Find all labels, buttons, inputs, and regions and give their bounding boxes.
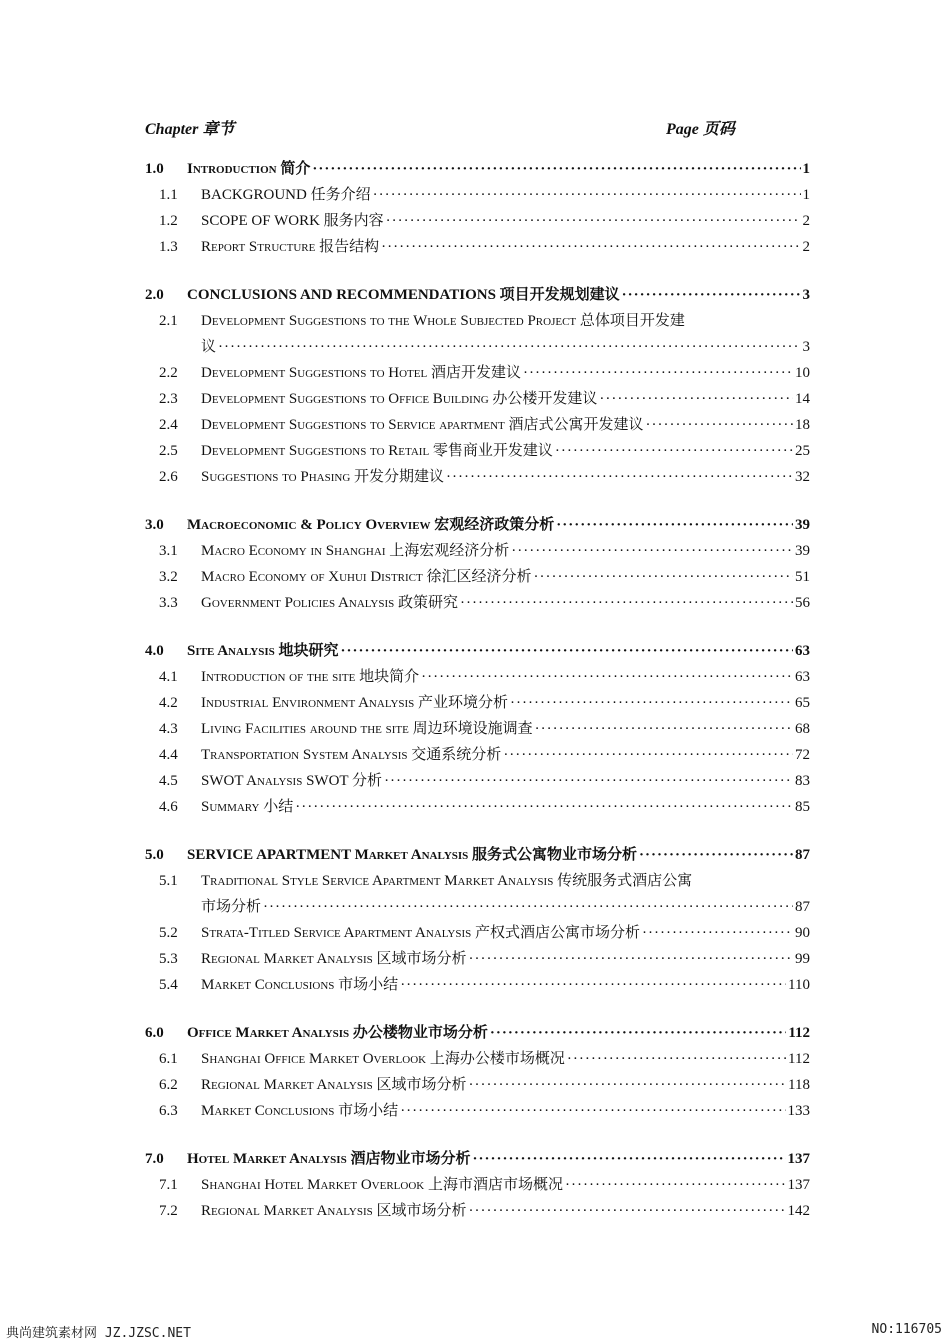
toc-section bbox=[145, 1020, 810, 1124]
toc-subsection-entry[interactable] bbox=[145, 438, 810, 464]
section-number: 1.1 bbox=[159, 187, 178, 203]
toc-chapter-entry[interactable] bbox=[145, 1020, 810, 1046]
section-title: Macro Economy in Shanghai 上海宏观经济分析 bbox=[201, 543, 510, 559]
section-number: 4.1 bbox=[159, 669, 178, 685]
section-page-number: 51 bbox=[795, 569, 810, 585]
dot-leader bbox=[400, 1098, 785, 1124]
section-page-number: 63 bbox=[795, 669, 810, 685]
toc-subsection-entry[interactable] bbox=[145, 868, 810, 894]
section-number: 2.4 bbox=[159, 417, 178, 433]
toc-subsection-entry[interactable] bbox=[145, 464, 810, 490]
dot-leader bbox=[384, 768, 793, 794]
section-page-number: 142 bbox=[787, 1203, 810, 1219]
section-title: SCOPE OF WORK 服务内容 bbox=[201, 213, 384, 229]
section-title: Regional Market Analysis 区域市场分析 bbox=[201, 951, 467, 967]
chapter-number: 2.0 bbox=[145, 287, 164, 303]
section-number: 2.2 bbox=[159, 365, 178, 381]
dot-leader bbox=[421, 664, 793, 690]
section-number: 6.3 bbox=[159, 1103, 178, 1119]
toc-subsection-entry[interactable] bbox=[145, 386, 810, 412]
dot-leader bbox=[469, 946, 794, 972]
dot-leader bbox=[556, 512, 793, 538]
chapter-title: CONCLUSIONS AND RECOMMENDATIONS 项目开发规划建议 bbox=[187, 287, 620, 303]
toc-chapter-entry[interactable] bbox=[145, 638, 810, 664]
section-title: Strata-Titled Service Apartment Analysis 产权式酒店公寓市场分析 bbox=[201, 925, 640, 941]
section-number: 1.3 bbox=[159, 239, 178, 255]
section-page-number: 68 bbox=[795, 721, 810, 737]
section-number: 7.2 bbox=[159, 1203, 178, 1219]
chapter-title: Introduction 简介 bbox=[187, 161, 311, 177]
table-of-contents bbox=[145, 156, 810, 1246]
dot-leader bbox=[565, 1172, 786, 1198]
section-title: Traditional Style Service Apartment Market Analysis 传统服务式酒店公寓 bbox=[201, 873, 693, 889]
section-page-number: 90 bbox=[795, 925, 810, 941]
section-title: Market Conclusions 市场小结 bbox=[201, 977, 399, 993]
section-title: Industrial Environment Analysis 产业环境分析 bbox=[201, 695, 509, 711]
toc-subsection-entry[interactable] bbox=[145, 234, 810, 260]
toc-section bbox=[145, 156, 810, 260]
toc-chapter-entry[interactable] bbox=[145, 842, 810, 868]
section-number: 3.2 bbox=[159, 569, 178, 585]
dot-leader bbox=[511, 538, 793, 564]
section-page-number: 14 bbox=[795, 391, 810, 407]
dot-leader bbox=[622, 282, 801, 308]
dot-leader bbox=[400, 972, 786, 998]
dot-leader bbox=[218, 334, 800, 360]
dot-leader bbox=[555, 438, 793, 464]
section-title: Regional Market Analysis 区域市场分析 bbox=[201, 1203, 467, 1219]
toc-subsection-entry[interactable] bbox=[145, 1046, 810, 1072]
section-title: SWOT Analysis SWOT 分析 bbox=[201, 773, 383, 789]
toc-subsection-entry[interactable] bbox=[145, 664, 810, 690]
section-page-number: 72 bbox=[795, 747, 810, 763]
section-page-number: 112 bbox=[788, 1051, 810, 1067]
section-page-number: 2 bbox=[802, 213, 810, 229]
section-title: Suggestions to Phasing 开发分期建议 bbox=[201, 469, 445, 485]
section-page-number: 1 bbox=[802, 187, 810, 203]
section-number: 4.2 bbox=[159, 695, 178, 711]
section-page-number: 39 bbox=[795, 543, 810, 559]
chapter-number: 6.0 bbox=[145, 1025, 164, 1041]
chapter-page-number: 39 bbox=[795, 517, 810, 533]
section-title: Transportation System Analysis 交通系统分析 bbox=[201, 747, 502, 763]
section-page-number: 118 bbox=[788, 1077, 810, 1093]
section-number: 5.3 bbox=[159, 951, 178, 967]
section-title: Government Policies Analysis 政策研究 bbox=[201, 595, 458, 611]
section-title: Regional Market Analysis 区域市场分析 bbox=[201, 1077, 467, 1093]
toc-subsection-entry[interactable] bbox=[145, 1172, 810, 1198]
dot-leader bbox=[373, 182, 801, 208]
dot-leader bbox=[642, 920, 793, 946]
chapter-page-number: 137 bbox=[787, 1151, 810, 1167]
chapter-number: 7.0 bbox=[145, 1151, 164, 1167]
section-title-continuation: 议 bbox=[201, 339, 217, 355]
dot-leader bbox=[446, 464, 793, 490]
toc-section bbox=[145, 1146, 810, 1224]
toc-subsection-entry[interactable] bbox=[145, 1098, 810, 1124]
section-page-number: 133 bbox=[787, 1103, 810, 1119]
section-number: 4.6 bbox=[159, 799, 178, 815]
toc-subsection-entry[interactable] bbox=[145, 1198, 810, 1224]
dot-leader bbox=[567, 1046, 786, 1072]
toc-subsection-entry[interactable] bbox=[145, 794, 810, 820]
section-title-continuation: 市场分析 bbox=[201, 899, 262, 915]
toc-subsection-entry[interactable] bbox=[145, 1072, 810, 1098]
toc-subsection-entry[interactable] bbox=[145, 182, 810, 208]
section-title: Living Facilities around the site 周边环境设施调查 bbox=[201, 721, 533, 737]
section-page-number: 25 bbox=[795, 443, 810, 459]
toc-subsection-entry[interactable] bbox=[145, 946, 810, 972]
section-number: 3.3 bbox=[159, 595, 178, 611]
dot-leader bbox=[340, 638, 793, 664]
dot-leader bbox=[469, 1072, 787, 1098]
section-number: 1.2 bbox=[159, 213, 178, 229]
toc-subsection-entry[interactable] bbox=[145, 768, 810, 794]
section-title: BACKGROUND 任务介绍 bbox=[201, 187, 371, 203]
toc-subsection-entry[interactable] bbox=[145, 690, 810, 716]
toc-subsection-entry[interactable] bbox=[145, 972, 810, 998]
chapter-number: 4.0 bbox=[145, 643, 164, 659]
toc-subsection-entry[interactable] bbox=[145, 412, 810, 438]
section-number: 4.4 bbox=[159, 747, 178, 763]
section-page-number: 18 bbox=[795, 417, 810, 433]
site-watermark: 典尚建筑素材网 JZ.JZSC.NET bbox=[6, 1326, 191, 1341]
section-title: Shanghai Office Market Overlook 上海办公楼市场概况 bbox=[201, 1051, 565, 1067]
dot-leader bbox=[472, 1146, 785, 1172]
toc-subsection-entry[interactable] bbox=[145, 538, 810, 564]
section-page-number: 99 bbox=[795, 951, 810, 967]
section-title: Report Structure 报告结构 bbox=[201, 239, 380, 255]
toc-chapter-entry[interactable] bbox=[145, 1146, 810, 1172]
section-title: Summary 小结 bbox=[201, 799, 294, 815]
section-title: Development Suggestions to Service apartment 酒店式公寓开发建议 bbox=[201, 417, 644, 433]
section-title: Introduction of the site 地块简介 bbox=[201, 669, 420, 685]
dot-leader bbox=[639, 842, 793, 868]
toc-subsection-entry[interactable] bbox=[145, 920, 810, 946]
toc-chapter-entry[interactable] bbox=[145, 512, 810, 538]
chapter-number: 5.0 bbox=[145, 847, 164, 863]
chapter-title: Macroeconomic & Policy Overview 宏观经济政策分析 bbox=[187, 517, 555, 533]
section-number: 2.6 bbox=[159, 469, 178, 485]
toc-section bbox=[145, 512, 810, 616]
toc-subsection-entry[interactable] bbox=[145, 360, 810, 386]
dot-leader bbox=[523, 360, 793, 386]
toc-header bbox=[145, 116, 745, 140]
section-title: Macro Economy of Xuhui District 徐汇区经济分析 bbox=[201, 569, 532, 585]
chapter-page-number: 3 bbox=[802, 287, 810, 303]
section-number: 2.1 bbox=[159, 313, 178, 329]
dot-leader bbox=[263, 894, 793, 920]
chapter-page-number: 1 bbox=[802, 161, 810, 177]
dot-leader bbox=[490, 1020, 786, 1046]
section-number: 7.1 bbox=[159, 1177, 178, 1193]
section-number: 5.4 bbox=[159, 977, 178, 993]
section-number: 2.3 bbox=[159, 391, 178, 407]
section-number: 4.5 bbox=[159, 773, 178, 789]
toc-subsection-entry[interactable] bbox=[145, 590, 810, 616]
toc-subsection-entry[interactable] bbox=[145, 308, 810, 334]
chapter-title: Site Analysis 地块研究 bbox=[187, 643, 339, 659]
toc-section bbox=[145, 842, 810, 998]
watermark-footer bbox=[0, 1322, 950, 1342]
chapter-title: SERVICE APARTMENT Market Analysis 服务式公寓物业市场分析 bbox=[187, 847, 638, 863]
chapter-column-label: Chapter 章节 bbox=[145, 121, 235, 138]
dot-leader bbox=[533, 564, 793, 590]
toc-section bbox=[145, 282, 810, 490]
chapter-page-number: 87 bbox=[795, 847, 810, 863]
document-number: NO:116705 bbox=[871, 1322, 942, 1337]
dot-leader bbox=[510, 690, 793, 716]
section-page-number: 32 bbox=[795, 469, 810, 485]
dot-leader bbox=[312, 156, 800, 182]
section-page-number: 10 bbox=[795, 365, 810, 381]
dot-leader bbox=[503, 742, 793, 768]
chapter-title: Office Market Analysis 办公楼物业市场分析 bbox=[187, 1025, 488, 1041]
chapter-title: Hotel Market Analysis 酒店物业市场分析 bbox=[187, 1151, 471, 1167]
dot-leader bbox=[295, 794, 793, 820]
section-page-number: 65 bbox=[795, 695, 810, 711]
dot-leader bbox=[535, 716, 793, 742]
toc-subsection-entry[interactable] bbox=[145, 564, 810, 590]
toc-subsection-continuation[interactable] bbox=[145, 334, 810, 360]
section-number: 6.1 bbox=[159, 1051, 178, 1067]
toc-section bbox=[145, 638, 810, 820]
toc-chapter-entry[interactable] bbox=[145, 282, 810, 308]
dot-leader bbox=[460, 590, 793, 616]
page-column-label: Page 页码 bbox=[666, 121, 735, 138]
section-title: Development Suggestions to Office Building 办公楼开发建议 bbox=[201, 391, 598, 407]
toc-subsection-entry[interactable] bbox=[145, 742, 810, 768]
dot-leader bbox=[646, 412, 793, 438]
dot-leader bbox=[386, 208, 801, 234]
toc-subsection-entry[interactable] bbox=[145, 716, 810, 742]
section-number: 5.2 bbox=[159, 925, 178, 941]
section-number: 2.5 bbox=[159, 443, 178, 459]
section-title: Development Suggestions to Retail 零售商业开发建议 bbox=[201, 443, 553, 459]
section-number: 3.1 bbox=[159, 543, 178, 559]
section-number: 6.2 bbox=[159, 1077, 178, 1093]
section-title: Development Suggestions to the Whole Subjected Project 总体项目开发建 bbox=[201, 313, 685, 329]
dot-leader bbox=[381, 234, 800, 260]
chapter-page-number: 112 bbox=[788, 1025, 810, 1041]
section-page-number: 110 bbox=[788, 977, 810, 993]
dot-leader bbox=[469, 1198, 786, 1224]
section-page-number: 56 bbox=[795, 595, 810, 611]
section-page-number: 83 bbox=[795, 773, 810, 789]
section-title: Development Suggestions to Hotel 酒店开发建议 bbox=[201, 365, 521, 381]
section-title: Market Conclusions 市场小结 bbox=[201, 1103, 399, 1119]
section-page-number: 2 bbox=[802, 239, 810, 255]
dot-leader bbox=[599, 386, 793, 412]
section-number: 4.3 bbox=[159, 721, 178, 737]
chapter-number: 3.0 bbox=[145, 517, 164, 533]
section-page-number: 85 bbox=[795, 799, 810, 815]
section-page-number: 3 bbox=[802, 339, 810, 355]
section-number: 5.1 bbox=[159, 873, 178, 889]
toc-subsection-entry[interactable] bbox=[145, 208, 810, 234]
section-title: Shanghai Hotel Market Overlook 上海市酒店市场概况 bbox=[201, 1177, 563, 1193]
section-page-number: 137 bbox=[787, 1177, 810, 1193]
toc-subsection-continuation[interactable] bbox=[145, 894, 810, 920]
chapter-number: 1.0 bbox=[145, 161, 164, 177]
section-page-number: 87 bbox=[795, 899, 810, 915]
toc-chapter-entry[interactable] bbox=[145, 156, 810, 182]
chapter-page-number: 63 bbox=[795, 643, 810, 659]
